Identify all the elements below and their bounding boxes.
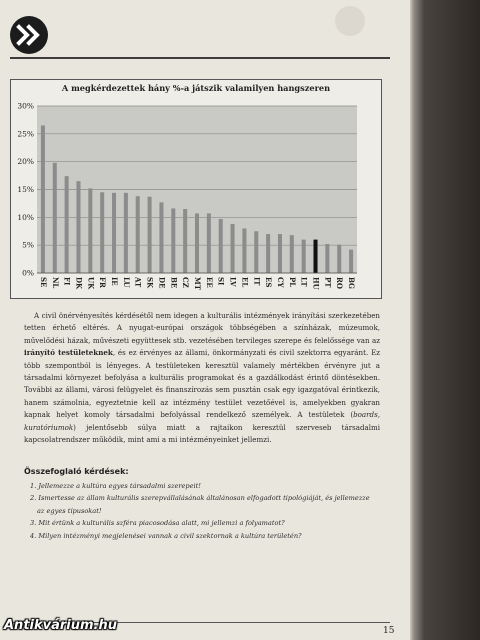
y-tick-label: 15%	[17, 185, 34, 194]
x-tick-label: AT	[133, 277, 143, 288]
y-tick-label: 25%	[17, 129, 34, 139]
bar-ee	[207, 213, 211, 273]
question-2: 2. Ismertesse az állam kulturális szerepvállalásának általánosan elfogadott tipológiáját, és jellemezze	[30, 494, 370, 503]
x-tick-label: IT	[252, 277, 262, 286]
page-number: 15	[383, 626, 395, 636]
body-text	[24, 310, 380, 446]
bar-es	[266, 234, 270, 273]
y-tick-label: 20%	[17, 157, 34, 167]
x-tick-label: HU	[311, 277, 321, 290]
x-tick-label: MT	[193, 277, 202, 290]
x-tick-label: LU	[121, 277, 131, 288]
y-tick-label: 0%	[22, 268, 34, 278]
bar-cy	[278, 234, 282, 273]
question-1: 1. Jellemezze a kultúra egyes társadalmi szerepeit!	[30, 482, 201, 490]
bar-lt	[302, 240, 306, 273]
x-tick-label: CY	[275, 277, 285, 288]
x-tick-label: DK	[74, 277, 84, 290]
bar-mt	[195, 213, 199, 273]
x-tick-label: DE	[157, 277, 167, 289]
x-tick-label: BE	[169, 277, 179, 289]
x-tick-label: SI	[216, 277, 226, 286]
bar-lv	[231, 224, 235, 273]
x-tick-label: FI	[62, 277, 72, 286]
bar-el	[242, 228, 246, 273]
bar-si	[219, 219, 223, 273]
y-tick-label: 30%	[17, 101, 34, 111]
body-text-2: , és ez érvényes az állami, önkormányzati és civil szektorra egyaránt. Ez több szempontból is lényeges. A testületeken keresztül valamely mértékben érvényre jut a társadalmi környezet befolyása a kulturális programokat és a gazdálkodást érintő döntésekben. További az állami, városi felügyelet és finanszírozás sem pusztán csak egy igazgatóval érintkezik, hanem számolnia, egyeztetnie kell az intézmény testület vezetőével is, amelyekben gyakran kapnak helyet komoly társadalmi befolyással rendelkező személyek. A testületek (	[24, 348, 380, 420]
bar-pt	[325, 244, 329, 273]
bar-ro	[337, 245, 341, 273]
bar-fi	[65, 176, 69, 273]
bar-dk	[76, 181, 80, 273]
bar-cz	[183, 209, 187, 273]
x-tick-label: LT	[299, 277, 309, 287]
bar-chart	[10, 79, 382, 299]
x-tick-label: SE	[38, 277, 48, 288]
bar-be	[171, 208, 175, 273]
x-tick-label: PT	[323, 277, 333, 288]
bar-bg	[349, 250, 353, 273]
watermark: Antikvárium.hu	[4, 618, 117, 633]
y-tick-label: 5%	[22, 240, 34, 250]
chart-canvas	[11, 80, 381, 298]
bar-de	[159, 202, 163, 273]
x-tick-label: UK	[86, 277, 96, 290]
x-tick-label: EE	[204, 277, 214, 288]
x-tick-label: NL	[50, 277, 60, 289]
question-list	[30, 480, 370, 542]
x-tick-label: IE	[110, 277, 120, 286]
x-tick-label: CZ	[181, 277, 191, 288]
x-tick-label: EL	[240, 277, 250, 288]
book-edge	[410, 0, 480, 640]
x-tick-label: SK	[145, 277, 155, 289]
x-tick-label: ES	[264, 277, 274, 288]
bar-uk	[88, 188, 92, 273]
bar-ie	[112, 193, 116, 273]
y-tick-label: 10%	[17, 212, 34, 222]
body-text-3: ) jelentősebb súlya miatt a rajtaikon keresztül szerveseb társadalmi kapcsolatrendszer működik, mint ami a mi intézményeinket jellemzi.	[24, 422, 380, 445]
x-tick-label: PL	[287, 277, 297, 288]
bar-hu	[314, 240, 318, 273]
body-paragraph	[24, 310, 380, 446]
bar-it	[254, 231, 258, 273]
double-chevron-right-icon	[10, 16, 48, 54]
bar-fr	[100, 192, 104, 273]
x-tick-label: FR	[98, 277, 108, 288]
x-tick-label: BG	[347, 277, 357, 290]
question-2-continued: az egyes típusokat!	[37, 506, 102, 515]
question-3: 3. Mit értünk a kulturális szféra piacosodása alatt, mi jellemzi a folyamatot?	[30, 519, 285, 528]
body-text-1: A civil önérvényesítés kérdésétől nem idegen a kulturális intézmények irányítási szerkezetében tetten érhető eltérés. A nyugat-európai országok többségében a színházak, múzeumok, művelődési házak, művészeti együttesek stb. vezetésében tervileges szerepe és felelőssége van az	[24, 311, 380, 345]
body-italic-term: boards, kuratóriumok	[24, 410, 380, 432]
bar-nl	[53, 163, 57, 273]
question-4: 4. Milyen intézményi megjelenései vannak a civil szektornak a kultúra területén?	[30, 531, 302, 540]
x-tick-label: LV	[228, 277, 238, 287]
chart-title: A megkérdezettek hány %-a játszik valamilyen hangszeren	[61, 83, 331, 93]
header-rule	[10, 57, 390, 59]
page-corner-mark	[335, 6, 365, 36]
body-bold-term: irányító testületeknek	[24, 348, 113, 358]
x-tick-label: RO	[335, 277, 345, 289]
bar-sk	[148, 197, 152, 273]
bar-se	[41, 125, 45, 273]
bar-lu	[124, 193, 128, 273]
bar-at	[136, 196, 140, 273]
summary-heading: Összefoglaló kérdések:	[24, 467, 129, 476]
bar-pl	[290, 235, 294, 273]
